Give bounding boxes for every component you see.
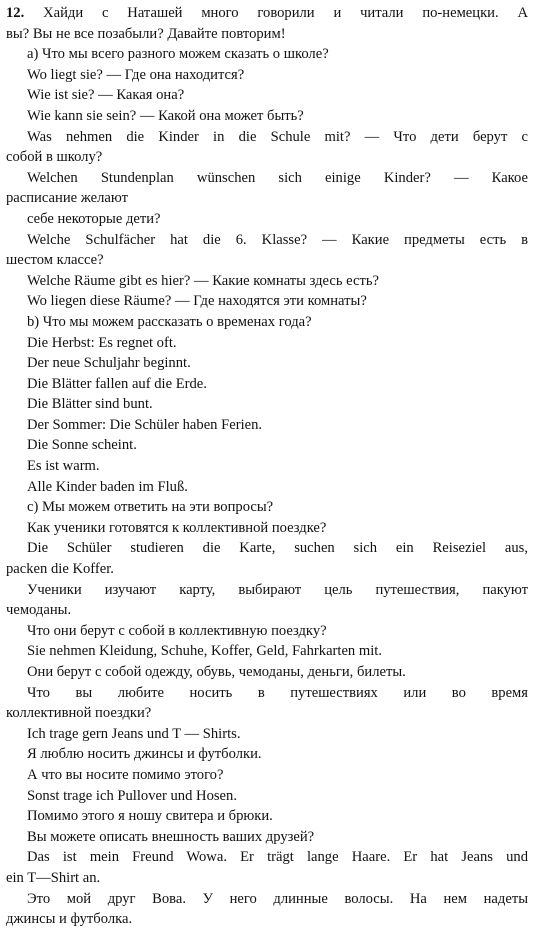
text-line: Welche Schulfächer hat die 6. Klasse? — Какие предметы есть в [27,231,528,248]
text-line: Welche Räume gibt es hier? — Какие комнаты здесь есть? [27,272,380,289]
text-line: Помимо этого я ношу свитера и брюки. [27,808,273,825]
section-c-heading: с) Мы можем ответить на эти вопросы? [27,499,274,516]
text-line: Я люблю носить джинсы и футболки. [27,746,262,763]
text-line: Die Blätter sind bunt. [27,396,153,413]
text-line: Die Schüler studieren die Karte, suchen sich ein Reiseziel aus, [27,540,528,557]
text-line: Die Blätter fallen auf die Erde. [27,375,207,392]
text-line: расписание желают [6,190,128,207]
text-line: шестом классе? [6,252,104,269]
text-line: Welchen Stundenplan wünschen sich einige Kinder? — Какое [27,169,528,186]
text-line: собой в школу? [6,149,103,166]
section-a-heading: а) Что мы всего разного можем сказать о школе? [27,46,329,63]
section-b-heading: b) Что мы можем рассказать о временах года? [27,313,312,330]
text-line: Wo liegen diese Räume? — Где находятся эти комнаты? [27,293,367,310]
text-line: Sie nehmen Kleidung, Schuhe, Koffer, Geld, Fahrkarten mit. [27,643,382,660]
text-line: Wo liegt sie? — Где она находится? [27,66,245,83]
text-line: Вы можете описать внешность ваших друзей? [27,828,315,845]
text-line: Что они берут с собой в коллективную поездку? [27,622,327,639]
text-line: Die Sonne scheint. [27,437,137,454]
text-line: Es ist warm. [27,458,100,475]
text-line: Они берут с собой одежду, обувь, чемоданы, деньги, билеты. [27,664,406,680]
text-line: Wie kann sie sein? — Какой она может быть? [27,107,304,124]
text-line: Die Herbst: Es regnet oft. [27,334,177,351]
text-line: Ich trage gern Jeans und T — Shirts. [27,725,241,742]
text-line: Der neue Schuljahr beginnt. [27,355,191,372]
text-line: packen die Koffer. [6,561,114,578]
text-line: Wie ist sie? — Какая она? [27,87,185,104]
text-line: А что вы носите помимо этого? [27,766,224,783]
text-line: Это мой друг Вова. У него длинные волосы. На нем надеты [27,890,528,907]
text-line: Что вы любите носить в путешествиях или во время [27,684,528,701]
text-line: Das ist mein Freund Wowa. Er trägt lange Haare. Er hat Jeans und [27,849,528,866]
text-line: чемоданы. [6,602,72,619]
exercise-intro-line-2: вы? Вы не все позабыли? Давайте повторим! [6,25,286,42]
text-line: себе некоторые дети? [27,210,161,227]
text-line: Alle Kinder baden im Fluß. [27,478,188,495]
text-line: Sonst trage ich Pullover und Hosen. [27,787,237,804]
text-line: Der Sommer: Die Schüler haben Ferien. [27,416,263,433]
text-line: Was nehmen die Kinder in die Schule mit? — Что дети берут с [27,128,528,145]
text-line: Ученики изучают карту, выбирают цель путешествия, пакуют [27,581,528,598]
text-line: Как ученики готовятся к коллективной поездке? [27,519,327,536]
exercise-number: 12. [6,5,25,21]
text-line: ein T—Shirt an. [6,869,101,886]
text-line: джинсы и футболка. [6,911,133,928]
exercise-intro-line-1: 12. Хайди с Наташей много говорили и читали по-немецки. А [6,5,528,21]
text-line: коллективной поездки? [6,705,152,722]
